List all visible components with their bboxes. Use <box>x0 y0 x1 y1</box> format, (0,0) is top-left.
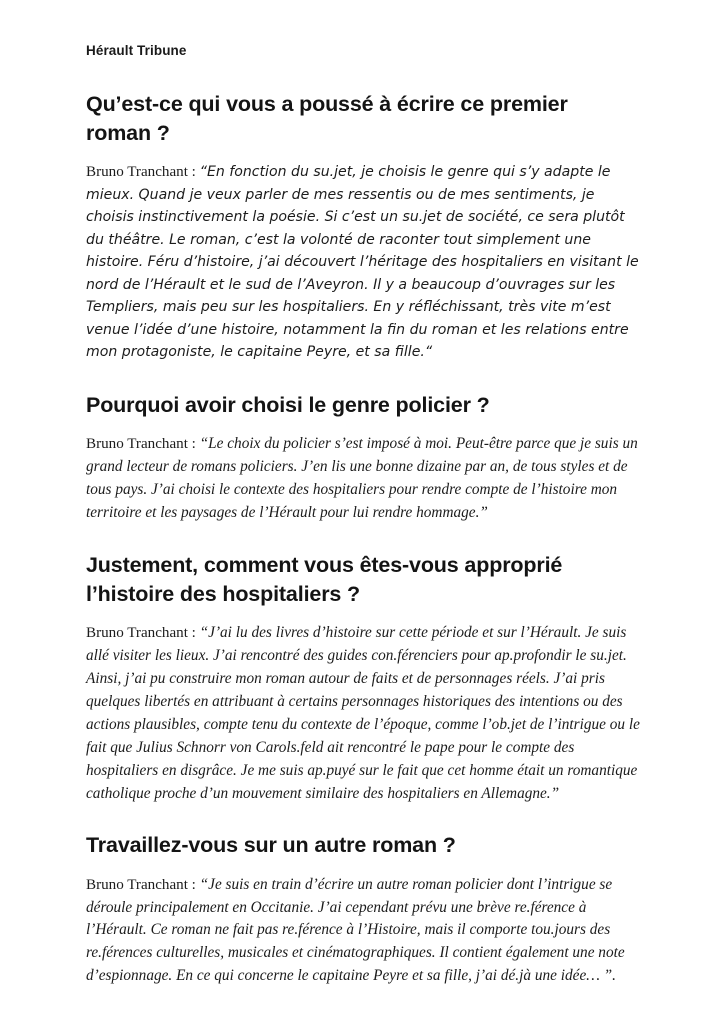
publication-masthead: Hérault Tribune <box>86 43 187 58</box>
interview-question-1: Qu’est-ce qui vous a poussé à écrire ce premier roman ? <box>86 92 568 145</box>
interview-answer-1 <box>86 161 645 363</box>
speaker-label-4: Bruno Tranchant : <box>86 876 196 893</box>
speaker-label-1: Bruno Tranchant : <box>86 164 196 181</box>
interview-question-2: Pourquoi avoir choisi le genre policier ? <box>86 392 490 417</box>
interview-answer-2 <box>86 433 645 525</box>
answer-text-4: “Je suis en train d’écrire un autre roman policier dont l’intrigue se déroule principalement en Occitanie. J’ai cependant prévu une brève re.férence à l’Hérault. Ce roman ne fait pas re.férence à l’Histoire, mais il comporte tou.jours des re.férences culturelles, musicales et cinématographiques. Il contient également une note d’espionnage. En ce qui concerne le capitaine Peyre et sa fille, j’ai dé.jà une idée… ”. <box>86 875 625 985</box>
answer-text-3: “J’ai lu des livres d’histoire sur cette période et sur l’Hérault. Je suis allé visiter les lieux. J’ai rencontré des guides con.férenciers pour ap.profondir le su.jet. Ainsi, j’ai pu construire mon roman autour de faits et de personnages réels. J’ai pris quelques libertés en attribuant à certains personnages historiques des intentions ou des actions plausibles, compte tenu du contexte de l’époque, comme l’ob.jet de l’intrigue ou le fait que Julius Schnorr von Carols.feld ait rencontré le pape pour le compte des hospitaliers en disgrâce. Je me suis ap.puyé sur le fait que cet homme était un romantique catholique proche d’un mouvement similaire des hospitaliers en Allemagne.” <box>86 624 640 802</box>
interview-question-3: Justement, comment vous êtes-vous approprié l’histoire des hospitaliers ? <box>86 553 563 606</box>
interview-answer-4 <box>86 874 645 989</box>
interview-answer-3 <box>86 622 645 806</box>
speaker-label-3: Bruno Tranchant : <box>86 625 196 642</box>
interview-question-4: Travaillez-vous sur un autre roman ? <box>86 832 456 857</box>
answer-text-1: “En fonction du su.jet, je choisis le genre qui s’y adapte le mieux. Quand je veux parler de mes ressentis ou de mes sentiments, je choisis instinctivement la poésie. Si c’est un su.jet de société, ce sera plutôt du théâtre. Le roman, c’est la volonté de raconter tout simplement une histoire. Féru d’histoire, j’ai découvert l’héritage des hospitaliers en visitant le nord de l’Hérault et le sud de l’Aveyron. Il y a beaucoup d’ouvrages sur les Templiers, mais peu sur les hospitaliers. En y réfléchissant, très vite m’est venue l’idée d’une histoire, notamment la fin du roman et les relations entre mon protagoniste, le capitaine Peyre, et sa fille.“ <box>86 164 639 361</box>
answer-text-2: “Le choix du policier s’est imposé à moi. Peut-être parce que je suis un grand lecteur de romans policiers. J’en lis une bonne dizaine par an, de tous styles et de tous pays. J’ai choisi le contexte des hospitaliers pour rendre compte de l’histoire mon territoire et les paysages de l’Hérault pour lui rendre hommage.” <box>86 435 638 522</box>
speaker-label-2: Bruno Tranchant : <box>86 436 196 453</box>
